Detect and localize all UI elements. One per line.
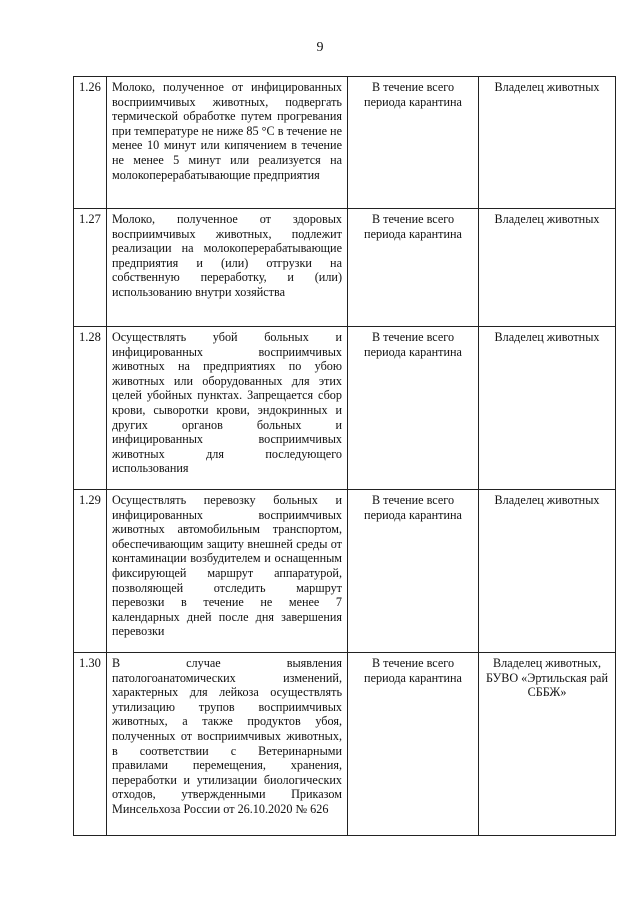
measure-description: Молоко, полученное от инфицированных восприимчивых животных, подвергать термической обработке путем прогревания при температуре не ниже 85 °С в течение не менее 10 минут или кипячением в течение не менее 5 минут или реализуется на молокоперерабатывающие предприятия	[107, 77, 348, 209]
measure-term: В течение всего периода карантина	[348, 209, 479, 327]
measure-description: Осуществлять перевозку больных и инфицированных восприимчивых животных автомобильным транспортом, обеспечивающим защиту внешней среды от контаминации возбудителем и оснащенным фиксирующей маршрут аппаратурой, позволяющей отследить маршрут перевозки в течение не менее 7 календарных дней после дня завершения перевозки	[107, 490, 348, 653]
measure-responsible: Владелец животных, БУВО «Эртильская рай СББЖ»	[479, 653, 616, 836]
table-row	[74, 209, 616, 327]
row-number: 1.30	[74, 653, 107, 836]
measure-responsible: Владелец животных	[479, 209, 616, 327]
table-row	[74, 327, 616, 490]
measures-table	[73, 76, 616, 836]
row-number: 1.28	[74, 327, 107, 490]
row-number: 1.27	[74, 209, 107, 327]
measure-responsible: Владелец животных	[479, 327, 616, 490]
measure-responsible: Владелец животных	[479, 490, 616, 653]
table-row	[74, 77, 616, 209]
table-row	[74, 490, 616, 653]
page-number: 9	[316, 40, 324, 55]
measure-term: В течение всего периода карантина	[348, 327, 479, 490]
measure-term: В течение всего периода карантина	[348, 653, 479, 836]
table-row	[74, 653, 616, 836]
measure-description: Молоко, полученное от здоровых восприимчивых животных, подлежит реализации на молокоперерабатывающие предприятия и (или) отгрузки на собственную переработку, и (или) использованию внутри хозяйства	[107, 209, 348, 327]
measure-responsible: Владелец животных	[479, 77, 616, 209]
measure-description: Осуществлять убой больных и инфицированных восприимчивых животных на предприятиях по убою животных или оборудованных для этих целей убойных пунктах. Запрещается сбор крови, сыворотки крови, эндокринных и других органов больных и инфицированных восприимчивых животных для последующего использования	[107, 327, 348, 490]
row-number: 1.26	[74, 77, 107, 209]
measure-term: В течение всего периода карантина	[348, 490, 479, 653]
measure-term: В течение всего периода карантина	[348, 77, 479, 209]
measure-description: В случае выявления патологоанатомических изменений, характерных для лейкоза осуществлять утилизацию трупов восприимчивых животных, а также продуктов убоя, полученных от восприимчивых животных, в соответствии с Ветеринарными правилами перемещения, хранения, переработки и утилизации биологических отходов, утвержденными Приказом Минсельхоза России от 26.10.2020 № 626	[107, 653, 348, 836]
row-number: 1.29	[74, 490, 107, 653]
